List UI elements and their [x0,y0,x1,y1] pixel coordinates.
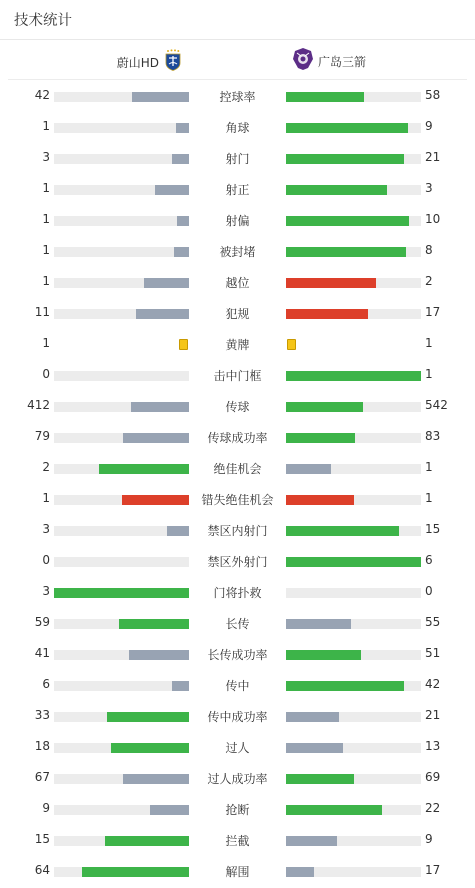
away-bar-fill [286,123,408,133]
home-value: 59 [34,615,50,629]
home-value: 3 [42,584,50,598]
home-bar-fill [131,402,189,412]
stat-row [0,267,475,298]
away-value: 17 [425,305,441,319]
home-bar-fill [111,743,189,753]
stat-label: 越位 [225,276,250,290]
home-bar-track [54,92,189,102]
away-bar-fill [286,154,404,164]
away-bar-track [286,588,421,598]
team-header [8,40,467,80]
stats-list [0,81,475,887]
away-value: 542 [425,398,448,412]
stat-row [0,701,475,732]
away-bar-track [286,867,421,877]
away-value: 42 [425,677,441,691]
away-bar-track [286,247,421,257]
stat-row [0,81,475,112]
away-value: 6 [425,553,433,567]
away-value: 58 [425,88,441,102]
away-bar-fill [286,774,354,784]
away-bar-track [286,464,421,474]
away-value: 22 [425,801,441,815]
home-value: 1 [42,336,50,350]
stat-label: 传中 [225,679,250,693]
away-value: 13 [425,739,441,753]
stat-label: 射偏 [225,214,250,228]
stat-row [0,391,475,422]
home-value: 11 [34,305,50,319]
home-value: 2 [42,460,50,474]
away-bar-fill [286,433,355,443]
away-bar-fill [286,805,382,815]
away-value: 1 [425,336,433,350]
home-value: 1 [42,243,50,257]
stat-label: 错失绝佳机会 [201,493,274,507]
away-bar-track [286,402,421,412]
stat-row [0,360,475,391]
home-value: 412 [27,398,50,412]
home-bar-track [54,526,189,536]
home-bar-fill [122,495,190,505]
stat-label: 过人成功率 [207,772,268,786]
stat-row [0,236,475,267]
stat-row [0,639,475,670]
away-bar-fill [286,371,421,381]
stat-label: 长传 [225,617,250,631]
home-bar-track [54,650,189,660]
stat-row [0,856,475,887]
stat-row [0,422,475,453]
away-value: 17 [425,863,441,877]
away-bar-fill [286,247,406,257]
home-bar-fill [177,216,189,226]
away-bar-fill [286,867,314,877]
home-value: 15 [34,832,50,846]
away-bar-fill [286,557,421,567]
home-bar-track [54,216,189,226]
away-bar-track [286,619,421,629]
home-team-name: 蔚山HD [116,55,159,70]
home-value: 1 [42,181,50,195]
away-bar-track [286,526,421,536]
home-value: 0 [42,367,50,381]
away-bar-track [286,805,421,815]
stat-row [0,825,475,856]
away-bar-track [286,743,421,753]
home-bar-track [54,836,189,846]
stat-label: 绝佳机会 [213,462,262,476]
stat-label: 射门 [225,152,250,166]
home-value: 1 [42,491,50,505]
home-bar-track [54,867,189,877]
stat-label: 长传成功率 [207,648,268,662]
away-bar-fill [286,464,331,474]
away-bar-fill [286,495,354,505]
home-value: 6 [42,677,50,691]
home-bar-fill [105,836,189,846]
stat-label: 拦截 [225,834,250,848]
home-bar-fill [54,588,189,598]
home-bar-track [54,371,189,381]
away-value: 0 [425,584,433,598]
home-bar-track [54,278,189,288]
home-bar-fill [99,464,189,474]
home-bar-track [54,557,189,567]
stat-label: 控球率 [219,90,256,104]
away-bar-fill [286,92,364,102]
away-bar-track [286,712,421,722]
home-bar-track [54,123,189,133]
stat-row [0,453,475,484]
home-value: 1 [42,119,50,133]
home-value: 33 [34,708,50,722]
home-value: 41 [34,646,50,660]
away-bar-fill [286,681,404,691]
stat-row [0,794,475,825]
stat-row [0,763,475,794]
home-value: 79 [34,429,50,443]
stat-row [0,546,475,577]
stat-row [0,205,475,236]
stat-label: 禁区内射门 [207,524,268,538]
away-bar-fill [286,650,361,660]
home-bar-fill [172,681,189,691]
home-team-crest-icon [165,49,181,75]
stat-label: 解围 [225,865,250,879]
home-bar-fill [172,154,189,164]
page-title [0,0,475,40]
home-bar-track [54,588,189,598]
away-value: 83 [425,429,441,443]
home-bar-track [54,185,189,195]
home-value: 18 [34,739,50,753]
away-bar-track [286,309,421,319]
away-team[interactable] [292,47,366,75]
stat-label: 传球 [225,400,250,414]
away-bar-track [286,154,421,164]
home-bar-fill [155,185,189,195]
stat-label: 犯规 [225,307,250,321]
stat-label: 过人 [225,741,250,755]
home-bar-track [54,402,189,412]
away-bar-track [286,185,421,195]
away-bar-fill [286,278,376,288]
stat-label: 被封堵 [219,245,256,259]
away-value: 21 [425,708,441,722]
away-bar-fill [286,185,387,195]
home-value: 42 [34,88,50,102]
away-value: 9 [425,832,433,846]
stat-label: 传中成功率 [207,710,268,724]
away-bar-track [286,216,421,226]
away-bar-fill [286,402,363,412]
home-bar-fill [132,92,189,102]
away-value: 1 [425,460,433,474]
away-bar-track [286,433,421,443]
stat-row [0,484,475,515]
stat-label: 门将扑救 [213,586,262,600]
home-value: 64 [34,863,50,877]
home-bar-track [54,247,189,257]
away-value: 55 [425,615,441,629]
home-bar-track [54,309,189,319]
stat-label: 黄牌 [225,338,250,352]
yellow-card-icon [179,339,188,350]
home-bar-track [54,681,189,691]
home-bar-track [54,619,189,629]
home-bar-fill [176,123,190,133]
away-bar-fill [286,309,368,319]
away-bar-track [286,774,421,784]
stat-row [0,732,475,763]
stat-label: 射正 [225,183,250,197]
home-bar-fill [136,309,189,319]
home-bar-fill [123,774,190,784]
stat-label: 传球成功率 [207,431,268,445]
page-title-text: 技术统计 [14,13,72,29]
yellow-card-icon [287,339,296,350]
home-value: 3 [42,522,50,536]
home-bar-fill [119,619,189,629]
away-bar-track [286,557,421,567]
away-team-crest-icon [292,47,314,75]
away-bar-fill [286,216,409,226]
home-value: 0 [42,553,50,567]
stat-row [0,577,475,608]
stat-label: 抢断 [225,803,250,817]
home-bar-fill [82,867,189,877]
stat-label: 角球 [225,121,250,135]
away-bar-track [286,681,421,691]
away-bar-track [286,836,421,846]
away-value: 69 [425,770,441,784]
away-value: 1 [425,367,433,381]
home-value: 1 [42,274,50,288]
away-bar-fill [286,619,351,629]
stat-row [0,515,475,546]
away-bar-fill [286,743,343,753]
away-bar-fill [286,526,399,536]
home-bar-track [54,154,189,164]
away-bar-fill [286,712,339,722]
stat-row [0,608,475,639]
home-value: 1 [42,212,50,226]
home-bar-fill [150,805,189,815]
away-value: 2 [425,274,433,288]
home-bar-track [54,712,189,722]
away-bar-track [286,278,421,288]
home-value: 67 [34,770,50,784]
stat-row [0,143,475,174]
home-bar-track [54,433,189,443]
home-bar-track [54,495,189,505]
away-value: 1 [425,491,433,505]
stat-row [0,670,475,701]
home-bar-track [54,774,189,784]
away-value: 15 [425,522,441,536]
away-bar-track [286,123,421,133]
stat-label: 击中门框 [213,369,262,383]
home-bar-fill [107,712,190,722]
home-value: 9 [42,801,50,815]
away-value: 8 [425,243,433,257]
away-bar-fill [286,836,337,846]
home-bar-track [54,743,189,753]
stat-row [0,112,475,143]
home-bar-track [54,805,189,815]
home-bar-fill [129,650,189,660]
away-value: 9 [425,119,433,133]
home-value: 3 [42,150,50,164]
home-bar-track [54,464,189,474]
stat-row [0,298,475,329]
home-bar-fill [123,433,189,443]
stat-row [0,174,475,205]
away-bar-track [286,92,421,102]
stat-row [0,329,475,360]
away-team-name: 广岛三箭 [318,54,367,69]
away-bar-track [286,495,421,505]
away-bar-track [286,650,421,660]
home-bar-fill [144,278,189,288]
home-bar-fill [174,247,189,257]
stat-label: 禁区外射门 [207,555,268,569]
away-value: 51 [425,646,441,660]
away-value: 21 [425,150,441,164]
away-value: 3 [425,181,433,195]
away-bar-track [286,371,421,381]
home-bar-fill [167,526,190,536]
away-value: 10 [425,212,441,226]
home-team[interactable] [117,49,181,75]
